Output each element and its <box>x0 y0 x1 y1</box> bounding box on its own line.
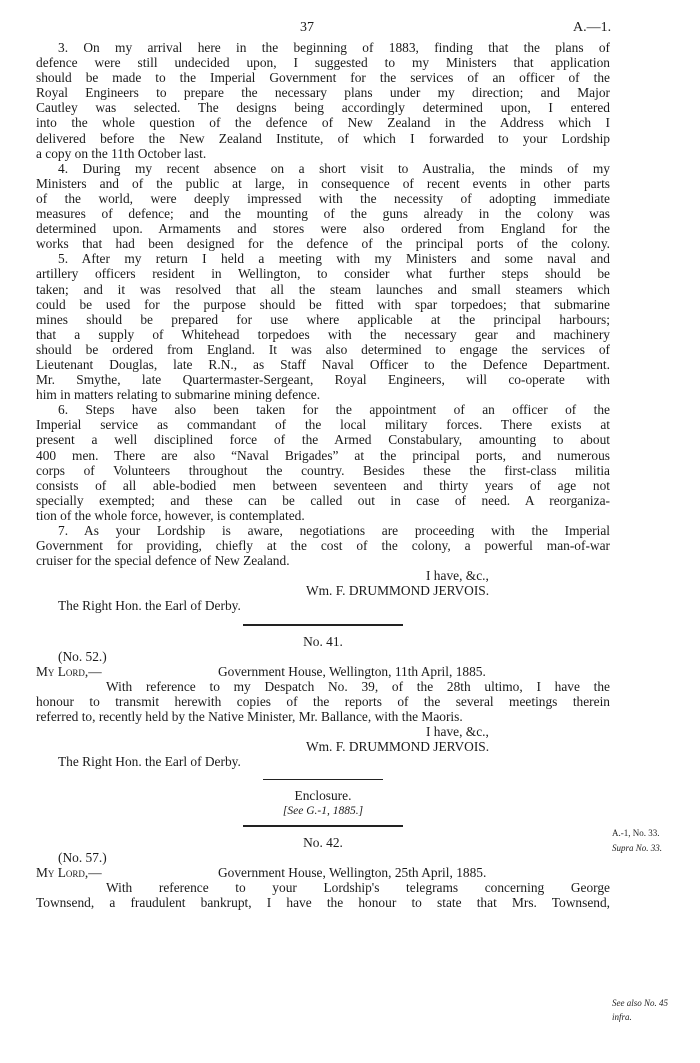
paragraph-5 <box>36 251 610 402</box>
text-line: defence were still undecided upon, I suggested to my Ministers that application <box>36 55 610 71</box>
text-line: that a supply of Whitehead torpedoes with the necessary gear and machinery <box>36 326 610 342</box>
text-line: him in matters relating to submarine mining defence. <box>36 387 321 403</box>
document-body <box>36 40 610 910</box>
text-line: Cautley was selected. The designs being accordingly determined upon, I entered <box>36 100 610 116</box>
enclosure-title: Enclosure. <box>294 788 352 804</box>
text-line: Ministers and of the public at large, in consequence of recent events in other parts <box>36 175 610 191</box>
text-line: 7. As your Lordship is aware, negotiations are proceeding with the Imperial <box>58 523 610 538</box>
closing: I have, &c., <box>426 724 489 740</box>
text-line: determined upon. Armaments and stores were also ordered from England for the <box>36 221 610 237</box>
text-line: a copy on the 11th October last. <box>36 145 207 161</box>
text-line: Townsend, a fraudulent bankrupt, I have the honour to state that Mrs. Townsend, <box>36 894 610 910</box>
text-line: 6. Steps have also been taken for the appointment of an officer of the <box>58 402 610 418</box>
signature: Wm. F. DRUMMOND JERVOIS. <box>306 739 490 755</box>
text-line: of the world, were deeply impressed with the necessity of adopting immediate <box>36 190 610 206</box>
page-number: 37 <box>300 20 314 35</box>
text-line: Mr. Smythe, late Quartermaster-Sergeant, Royal Engineers, will co-operate with <box>36 372 610 388</box>
text-line: referred to, recently held by the Native Minister, Mr. Ballance, with the Maoris. <box>36 709 463 725</box>
text-line: cruiser for the special defence of New Zealand. <box>36 553 290 569</box>
paragraph-4 <box>36 161 610 252</box>
text-line: 400 men. There are also “Naval Brigades” at the principal ports, and numerous <box>36 447 610 463</box>
text-line: works that had been designed for the defence of the principal ports of the colony. <box>36 236 610 252</box>
margin-note: Supra No. 33. <box>612 843 663 853</box>
text-line: With reference to my Despatch No. 39, of the 28th ultimo, I have the <box>106 678 610 694</box>
text-line: With reference to your Lordship's telegrams concerning George <box>106 879 610 895</box>
addressee: The Right Hon. the Earl of Derby. <box>58 598 241 614</box>
paragraph-7 <box>36 523 610 568</box>
place-date: Government House, Wellington, 11th April, 1885. <box>218 663 486 679</box>
text-line: should be ordered from England. It was also determined to engage the services of <box>36 341 610 357</box>
text-line: Lieutenant Douglas, late R.N., as Staff Naval Officer to the Defence Department. <box>36 356 610 372</box>
margin-note: infra. <box>612 1012 632 1022</box>
section-divider <box>243 825 403 827</box>
paragraph-6 <box>36 402 610 523</box>
page-header <box>0 20 700 38</box>
text-line: tion of the whole force, however, is contemplated. <box>36 507 305 523</box>
text-line: mines should be prepared for use where applicable at the principal harbours; <box>36 311 610 327</box>
text-line: honour to transmit herewith copies of the reports of the several meetings therein <box>36 693 610 709</box>
despatch-title: No. 42. <box>303 834 343 850</box>
text-line: taken; and it was resolved that all the steam launches and small steamers which <box>36 281 610 297</box>
salutation-line <box>36 865 610 880</box>
text-line: 5. After my return I held a meeting with my Ministers and some naval and <box>58 251 610 267</box>
text-line: 3. On my arrival here in the beginning of 1883, finding that the plans of <box>58 40 610 55</box>
despatch-no-41 <box>36 634 610 770</box>
text-line: corps of Volunteers throughout the country. Besides these the first-class militia <box>36 462 610 478</box>
addressee: The Right Hon. the Earl of Derby. <box>58 754 241 770</box>
section-divider <box>243 624 403 626</box>
text-line: should be made to the Imperial Government for the services of an officer of the <box>36 70 610 86</box>
text-line: delivered before the New Zealand Institute, of which I forwarded to your Lordship <box>36 130 610 146</box>
salutation: My Lord,— <box>36 663 102 679</box>
text-line: present a well disciplined force of the Armed Constabulary, amounting to about <box>36 432 610 448</box>
despatch-ref: (No. 52.) <box>58 648 107 664</box>
text-line: artillery officers resident in Wellington, to consider what further steps should be <box>36 266 610 282</box>
text-line: Royal Engineers to prepare the necessary plans under my direction; and Major <box>36 85 610 101</box>
paragraph-3 <box>36 40 610 161</box>
salutation: My Lord,— <box>36 864 102 880</box>
place-date: Government House, Wellington, 25th April, 1885. <box>218 864 487 880</box>
despatch-ref: (No. 57.) <box>58 849 107 865</box>
text-line: could be used for the purpose should be fitted with spar torpedoes; that submarine <box>36 296 610 312</box>
margin-note: See also No. 45 <box>612 998 668 1008</box>
enclosure <box>36 788 610 818</box>
despatch-title: No. 41. <box>303 633 343 649</box>
series-code: A.—1. <box>573 20 612 35</box>
text-line: specially exempted; and these can be called out in case of need. A reorganiza- <box>36 492 610 508</box>
signature: Wm. F. DRUMMOND JERVOIS. <box>306 583 490 599</box>
closing: I have, &c., <box>426 568 489 584</box>
text-line: consists of all able-bodied men between seventeen and thirty years of age not <box>36 477 610 493</box>
margin-note: A.-1, No. 33. <box>612 828 660 838</box>
despatch-no-42 <box>36 835 610 910</box>
text-line: measures of defence; and the mounting of the guns already in the colony was <box>36 206 610 222</box>
text-line: Government for providing, chiefly at the cost of the colony, a powerful man-of-war <box>36 538 610 554</box>
section-divider <box>263 779 383 780</box>
text-line: Imperial service as commandant of the local military forces. There exists at <box>36 417 610 433</box>
text-line: into the whole question of the defence of New Zealand in the Address which I <box>36 115 610 131</box>
salutation-line <box>36 664 610 679</box>
text-line: 4. During my recent absence on a short visit to Australia, the minds of my <box>58 160 610 176</box>
enclosure-ref: [See G.-1, 1885.] <box>282 804 364 817</box>
